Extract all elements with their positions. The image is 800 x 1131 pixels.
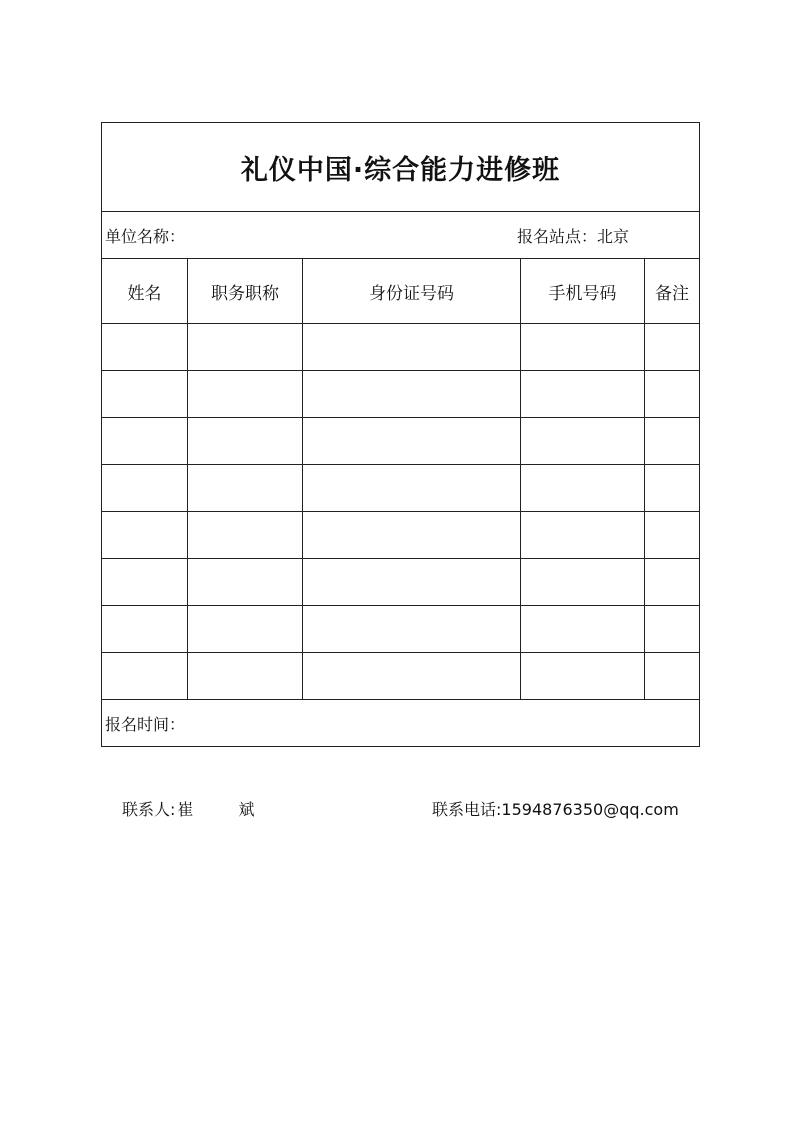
header-phone-number: 手机号码 bbox=[521, 259, 645, 324]
registration-form-table bbox=[101, 122, 700, 747]
registration-site-label: 报名站点：北京 bbox=[517, 226, 630, 246]
column-header-row bbox=[102, 259, 700, 324]
cell-id-number[interactable] bbox=[303, 653, 521, 700]
cell-position-title[interactable] bbox=[188, 559, 303, 606]
table-row bbox=[102, 653, 700, 700]
cell-id-number[interactable] bbox=[303, 418, 521, 465]
cell-position-title[interactable] bbox=[188, 418, 303, 465]
cell-phone-number[interactable] bbox=[521, 418, 645, 465]
table-row bbox=[102, 512, 700, 559]
cell-remarks[interactable] bbox=[645, 512, 700, 559]
table-row bbox=[102, 324, 700, 371]
cell-name[interactable] bbox=[102, 418, 188, 465]
cell-name[interactable] bbox=[102, 653, 188, 700]
table-row bbox=[102, 606, 700, 653]
cell-phone-number[interactable] bbox=[521, 559, 645, 606]
contact-person bbox=[122, 797, 275, 820]
cell-phone-number[interactable] bbox=[521, 465, 645, 512]
title-row bbox=[102, 123, 700, 212]
table-row bbox=[102, 418, 700, 465]
cell-position-title[interactable] bbox=[188, 465, 303, 512]
cell-remarks[interactable] bbox=[645, 606, 700, 653]
cell-name[interactable] bbox=[102, 324, 188, 371]
phone-label: 联系电话: bbox=[432, 800, 502, 819]
contact-name: 崔 斌 bbox=[177, 800, 275, 819]
cell-name[interactable] bbox=[102, 371, 188, 418]
unit-cell bbox=[102, 212, 700, 259]
table-row bbox=[102, 465, 700, 512]
cell-position-title[interactable] bbox=[188, 324, 303, 371]
cell-position-title[interactable] bbox=[188, 371, 303, 418]
cell-id-number[interactable] bbox=[303, 606, 521, 653]
cell-remarks[interactable] bbox=[645, 465, 700, 512]
cell-name[interactable] bbox=[102, 606, 188, 653]
cell-id-number[interactable] bbox=[303, 324, 521, 371]
cell-id-number[interactable] bbox=[303, 371, 521, 418]
cell-name[interactable] bbox=[102, 465, 188, 512]
cell-position-title[interactable] bbox=[188, 653, 303, 700]
cell-remarks[interactable] bbox=[645, 418, 700, 465]
cell-phone-number[interactable] bbox=[521, 512, 645, 559]
cell-phone-number[interactable] bbox=[521, 371, 645, 418]
contact-phone bbox=[432, 797, 679, 820]
cell-phone-number[interactable] bbox=[521, 653, 645, 700]
cell-remarks[interactable] bbox=[645, 653, 700, 700]
cell-id-number[interactable] bbox=[303, 465, 521, 512]
table-row bbox=[102, 371, 700, 418]
unit-row bbox=[102, 212, 700, 259]
cell-position-title[interactable] bbox=[188, 512, 303, 559]
cell-position-title[interactable] bbox=[188, 606, 303, 653]
registration-time-row bbox=[102, 700, 700, 747]
cell-phone-number[interactable] bbox=[521, 324, 645, 371]
phone-value: 1594876350@qq.com bbox=[501, 800, 679, 819]
cell-remarks[interactable] bbox=[645, 324, 700, 371]
header-position-title: 职务职称 bbox=[188, 259, 303, 324]
cell-id-number[interactable] bbox=[303, 559, 521, 606]
form-title: 礼仪中国·综合能力进修班 bbox=[102, 123, 700, 212]
contact-label: 联系人: bbox=[122, 800, 176, 819]
cell-id-number[interactable] bbox=[303, 512, 521, 559]
header-remarks: 备注 bbox=[645, 259, 700, 324]
cell-name[interactable] bbox=[102, 512, 188, 559]
registration-time-label: 报名时间： bbox=[102, 700, 700, 747]
cell-phone-number[interactable] bbox=[521, 606, 645, 653]
cell-remarks[interactable] bbox=[645, 559, 700, 606]
table-row bbox=[102, 559, 700, 606]
cell-remarks[interactable] bbox=[645, 371, 700, 418]
header-id-number: 身份证号码 bbox=[303, 259, 521, 324]
header-name: 姓名 bbox=[102, 259, 188, 324]
unit-name-label: 单位名称： bbox=[105, 226, 186, 246]
cell-name[interactable] bbox=[102, 559, 188, 606]
